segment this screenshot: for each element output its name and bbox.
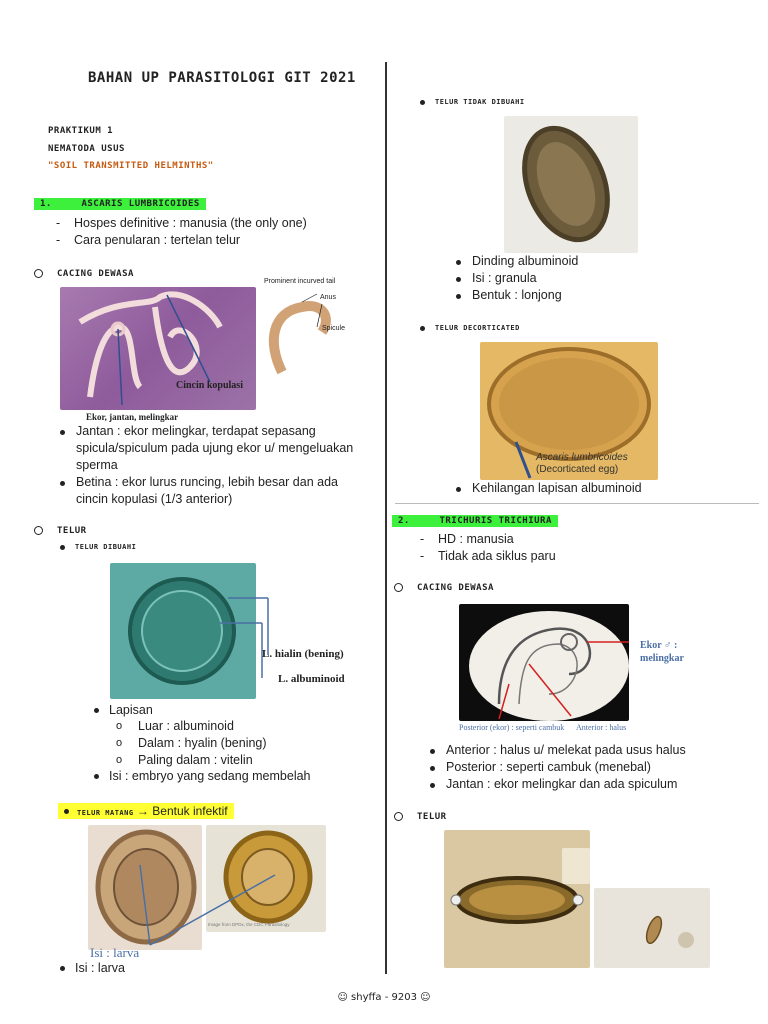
list-item: - Tidak ada siklus paru xyxy=(420,548,720,565)
unfertilized-heading: TELUR TIDAK DIBUAHI xyxy=(420,98,525,106)
larva-label: Isi : larva xyxy=(90,945,140,960)
list-item: Betina : ekor lurus runcing, lebih besar dan ada cincin kopulasi (1/3 anterior) xyxy=(58,474,363,508)
egg-heading: TELUR xyxy=(34,526,87,536)
list-item: Jantan : ekor melingkar dan ada spiculum xyxy=(428,776,748,793)
ascaris-adult-notes xyxy=(58,423,363,508)
praktikum-label: PRAKTIKUM 1 xyxy=(48,126,114,136)
tail-diagram xyxy=(262,272,362,382)
list-item: - Hospes definitive : manusia (the only one) xyxy=(56,215,376,232)
list-item: o Dalam : hyalin (bening) xyxy=(116,735,356,752)
inset-photo xyxy=(562,848,590,884)
trichuris-svg xyxy=(459,604,629,721)
decorticated-heading: TELUR DECORTICATED xyxy=(420,324,520,332)
trichuris-notes xyxy=(428,742,748,793)
fertilized-egg-photo xyxy=(110,563,256,699)
page-title: BAHAN UP PARASITOLOGI GIT 2021 xyxy=(88,70,356,86)
adult-worm-heading: CACING DEWASA xyxy=(34,269,134,279)
list-item: Anterior : halus u/ melekat pada usus halus xyxy=(428,742,748,759)
column-divider xyxy=(385,62,387,974)
list-item: Jantan : ekor melingkar, terdapat sepasang spicula/spiculum pada ujung ekor u/ mengeluakan sperma xyxy=(58,423,363,474)
fert-content: Isi : embryo yang sedang membelah xyxy=(94,768,311,785)
trichuris-facts xyxy=(420,531,720,565)
ekor-male-label: Ekor ♂ : xyxy=(640,640,678,651)
ascaris-adult-photo xyxy=(60,287,256,410)
spicule-label: Spicule xyxy=(322,325,345,332)
larva-arrows xyxy=(110,855,290,950)
list-item: Bentuk : lonjong xyxy=(454,287,654,304)
list-item: Posterior : seperti cambuk (menebal) xyxy=(428,759,748,776)
decort-label-1: Ascaris lumbricoides xyxy=(536,452,628,463)
worm-illustration xyxy=(60,287,256,410)
sth-label: "SOIL TRANSMITTED HELMINTHS" xyxy=(48,161,214,171)
anterior-label: Anterior : halus xyxy=(576,723,627,732)
ascaris-facts xyxy=(56,215,376,249)
image-credit: Image from DPDx, the CDC Parasitology xyxy=(208,922,290,927)
list-item: Isi : granula xyxy=(454,270,654,287)
trichuris-egg-svg-2 xyxy=(594,888,710,968)
anus-label: Anus xyxy=(320,294,336,301)
footer: ☺ shyffa - 9203 ☺ xyxy=(337,992,431,1003)
layers-title: Lapisan xyxy=(94,702,153,719)
unfertilized-egg-photo xyxy=(504,116,638,253)
unfert-egg-svg xyxy=(504,116,638,253)
layers-list xyxy=(116,718,356,769)
trichuris-egg-photo-2 xyxy=(594,888,710,968)
trichuris-adult-heading: CACING DEWASA xyxy=(394,583,494,593)
decort-label-2: (Decorticated egg) xyxy=(536,464,619,475)
ekor-label: Ekor, jantan, melingkar xyxy=(86,412,179,422)
tail-label: Prominent incurved tail xyxy=(264,278,336,285)
trichuris-heading: 2. TRICHURIS TRICHIURA xyxy=(392,516,558,526)
posterior-label: Posterior (ekor) : seperti cambuk xyxy=(459,723,565,732)
ascaris-heading: 1. ASCARIS LUMBRICOIDES xyxy=(34,199,206,209)
hialin-label: L. hialin (bening) xyxy=(262,648,344,660)
nematoda-label: NEMATODA USUS xyxy=(48,144,125,154)
egg-svg xyxy=(110,563,256,699)
egg-arrow-lines xyxy=(256,590,276,685)
trichuris-egg-heading: TELUR xyxy=(394,812,447,822)
list-item: - Cara penularan : tertelan telur xyxy=(56,232,376,249)
tail-svg xyxy=(262,272,362,382)
unfert-notes xyxy=(454,253,654,304)
trichuris-adult-photo xyxy=(459,604,629,721)
list-item: - HD : manusia xyxy=(420,531,720,548)
melingkar-label: melingkar xyxy=(640,653,684,664)
albuminoid-label: L. albuminoid xyxy=(278,673,345,685)
decort-notes xyxy=(454,480,714,497)
cincin-label: Cincin kopulasi xyxy=(176,380,243,391)
mature-content: Isi : larva xyxy=(60,960,125,977)
list-item: o Paling dalam : vitelin xyxy=(116,752,356,769)
fertilized-heading: TELUR DIBUAHI xyxy=(60,543,136,551)
section-divider xyxy=(395,503,759,504)
list-item: Kehilangan lapisan albuminoid xyxy=(454,480,714,497)
list-item: Dinding albuminoid xyxy=(454,253,654,270)
mature-egg-heading: TELUR MATANG → Bentuk infektif xyxy=(58,800,234,819)
list-item: o Luar : albuminoid xyxy=(116,718,356,735)
